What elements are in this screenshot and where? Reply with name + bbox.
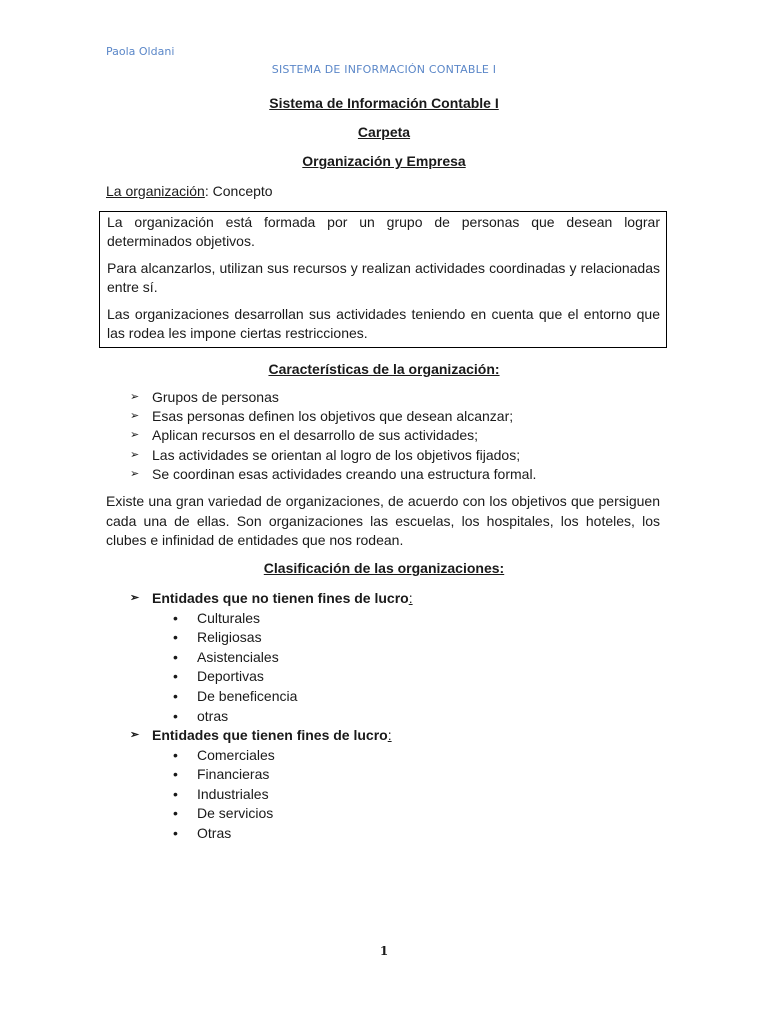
arrowhead-bullet-icon: ➢ xyxy=(130,391,140,403)
nonprofit-list xyxy=(130,609,413,727)
page-number: 1 xyxy=(379,944,389,958)
dot-bullet-icon: • xyxy=(173,824,178,841)
arrowhead-bullet-icon: ➢ xyxy=(130,467,140,480)
dot-bullet-icon: • xyxy=(173,668,178,685)
arrowhead-bullet-icon: ➢ xyxy=(130,429,140,442)
list-item: ➢ Grupos de personas xyxy=(130,388,536,407)
list-item: • Financieras xyxy=(130,765,392,785)
list-item: ➢ Las actividades se orientan al logro de los objetivos fijados; xyxy=(130,446,536,465)
arrowhead-bullet-icon: ➢ xyxy=(130,410,140,423)
dot-bullet-icon: • xyxy=(173,766,178,783)
dot-bullet-icon: • xyxy=(173,805,178,822)
list-item: ➢ Aplican recursos en el desarrollo de sus actividades; xyxy=(130,426,536,445)
classification-group-nonprofit xyxy=(130,589,413,726)
dot-bullet-icon: • xyxy=(173,609,178,626)
characteristics-heading: Características de la organización: xyxy=(268,361,500,377)
group-heading: ➢ Entidades que no tienen fines de lucro: xyxy=(130,589,413,609)
list-item: ➢ Se coordinan esas actividades creando una estructura formal. xyxy=(130,465,536,484)
dot-bullet-icon: • xyxy=(173,746,178,763)
group-heading: ➢ Entidades que tienen fines de lucro: xyxy=(130,726,392,746)
document-title: Sistema de Información Contable I xyxy=(269,95,499,111)
list-item: • Culturales xyxy=(130,609,413,629)
dot-bullet-icon: • xyxy=(173,785,178,802)
list-item: ➢ Esas personas definen los objetivos que desean alcanzar; xyxy=(130,407,536,426)
concept-text: : Concepto xyxy=(204,183,273,199)
arrowhead-bullet-icon: ➢ xyxy=(130,592,140,604)
section-title: Organización y Empresa xyxy=(302,153,466,169)
header-author: Paola Oldani xyxy=(106,45,175,58)
classification-group-forprofit xyxy=(130,726,392,844)
list-item: • Otras xyxy=(130,824,392,844)
classification-heading: Clasificación de las organizaciones: xyxy=(263,560,505,576)
dot-bullet-icon: • xyxy=(173,648,178,665)
dot-bullet-icon: • xyxy=(173,687,178,704)
concept-line xyxy=(106,183,273,199)
list-item: • otras xyxy=(130,707,413,727)
definition-paragraph: La organización está formada por un grupo de personas que desean lograr determinados objetivos. xyxy=(107,214,660,249)
dot-bullet-icon: • xyxy=(173,707,178,724)
list-item: • Asistenciales xyxy=(130,648,413,668)
definition-paragraph: Para alcanzarlos, utilizan sus recursos y realizan actividades coordinadas y relacionadas entre sí. xyxy=(107,260,660,295)
definition-box xyxy=(99,211,667,348)
header-running-title: SISTEMA DE INFORMACIÓN CONTABLE I xyxy=(271,63,497,76)
list-item: • Comerciales xyxy=(130,746,392,766)
list-item: • De servicios xyxy=(130,804,392,824)
concept-label: La organización xyxy=(106,183,205,199)
arrowhead-bullet-icon: ➢ xyxy=(130,448,140,461)
arrowhead-bullet-icon: ➢ xyxy=(130,729,140,741)
forprofit-list xyxy=(130,746,392,844)
document-subtitle: Carpeta xyxy=(357,124,411,140)
list-item: • Religiosas xyxy=(130,628,413,648)
definition-paragraph: Las organizaciones desarrollan sus actividades teniendo en cuenta que el entorno que las rodea les impone ciertas restricciones. xyxy=(107,306,660,341)
organizations-paragraph: Existe una gran variedad de organizaciones, de acuerdo con los objetivos que persiguen cada una de ellas. Son organizaciones las escuelas, los hospitales, los hoteles, los clubes e infinidad de entidades que nos rodean. xyxy=(106,493,660,548)
characteristics-list xyxy=(130,388,536,484)
list-item: • De beneficencia xyxy=(130,687,413,707)
list-item: • Industriales xyxy=(130,785,392,805)
list-item: • Deportivas xyxy=(130,667,413,687)
dot-bullet-icon: • xyxy=(173,629,178,646)
